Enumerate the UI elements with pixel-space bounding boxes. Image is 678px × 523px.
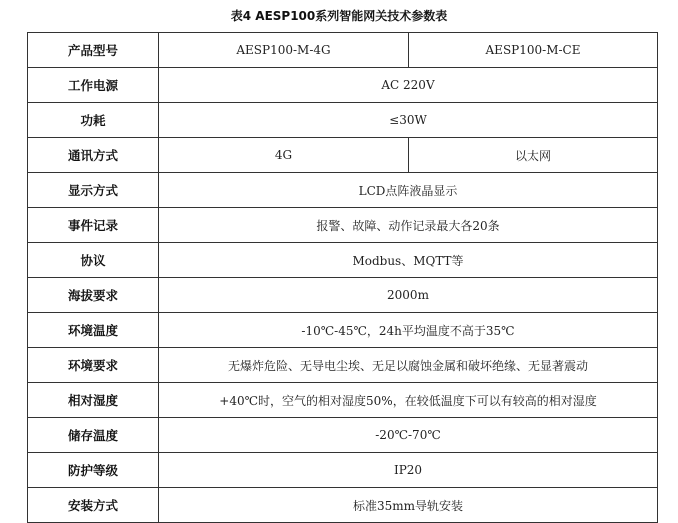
table-row [28, 278, 658, 313]
spec-table-body [28, 33, 658, 523]
row-label: 储存温度 [28, 418, 159, 453]
row-label: 事件记录 [28, 208, 159, 243]
table-row [28, 68, 658, 103]
row-value: ≤30W [159, 103, 658, 138]
row-label: 防护等级 [28, 453, 159, 488]
row-label: 工作电源 [28, 68, 159, 103]
spec-table [27, 32, 658, 523]
row-value: LCD点阵液晶显示 [159, 173, 658, 208]
row-value: 以太网 [409, 138, 658, 173]
table-row [28, 243, 658, 278]
row-label: 通讯方式 [28, 138, 159, 173]
table-row [28, 313, 658, 348]
table-caption: 表4 AESP100系列智能网关技术参数表 [230, 9, 448, 23]
row-value: AC 220V [159, 68, 658, 103]
row-value: 2000m [159, 278, 658, 313]
table-row [28, 138, 658, 173]
row-label: 环境温度 [28, 313, 159, 348]
table-row [28, 173, 658, 208]
table-row [28, 103, 658, 138]
row-label: 功耗 [28, 103, 159, 138]
table-row [28, 418, 658, 453]
row-value: AESP100-M-CE [409, 33, 658, 68]
table-row [28, 33, 658, 68]
row-label: 环境要求 [28, 348, 159, 383]
row-value: Modbus、MQTT等 [159, 243, 658, 278]
row-label: 协议 [28, 243, 159, 278]
table-row [28, 208, 658, 243]
row-value: -20℃-70℃ [159, 418, 658, 453]
table-row [28, 348, 658, 383]
row-label: 显示方式 [28, 173, 159, 208]
row-label: 相对湿度 [28, 383, 159, 418]
row-value: IP20 [159, 453, 658, 488]
row-value: -10℃-45℃，24h平均温度不高于35℃ [159, 313, 658, 348]
row-value: AESP100-M-4G [159, 33, 409, 68]
row-value: 标准35mm导轨安装 [159, 488, 658, 523]
row-label: 安装方式 [28, 488, 159, 523]
row-label: 海拔要求 [28, 278, 159, 313]
table-row [28, 488, 658, 523]
row-value: +40℃时，空气的相对湿度50%，在较低温度下可以有较高的相对湿度 [159, 383, 658, 418]
row-label: 产品型号 [28, 33, 159, 68]
row-value: 无爆炸危险、无导电尘埃、无足以腐蚀金属和破坏绝缘、无显著震动 [159, 348, 658, 383]
table-row [28, 453, 658, 488]
row-value: 4G [159, 138, 409, 173]
table-row [28, 383, 658, 418]
row-value: 报警、故障、动作记录最大各20条 [159, 208, 658, 243]
